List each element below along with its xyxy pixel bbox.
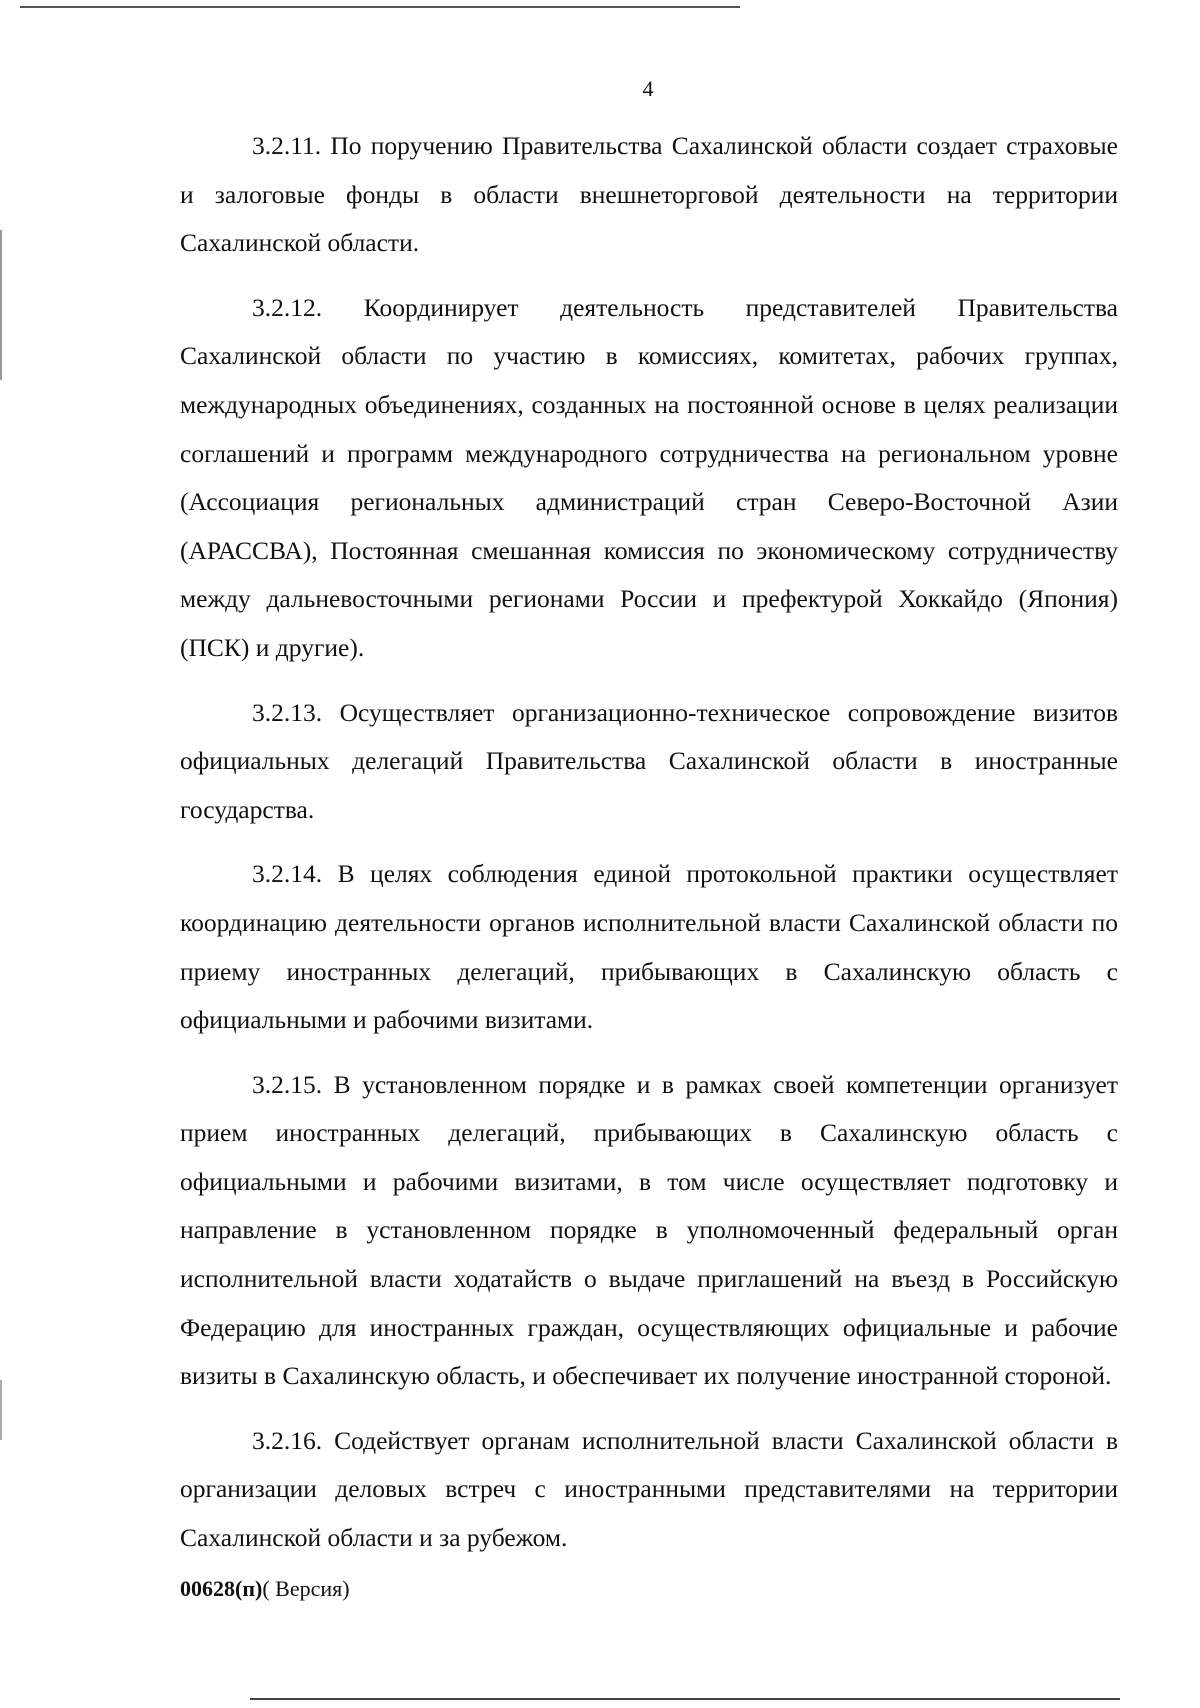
scan-border-bottom [250, 1698, 1120, 1700]
scan-edge-left [0, 230, 2, 380]
paragraph-3-2-12: 3.2.12. Координирует деятельность представителей Правительства Сахалинской области по участию в комиссиях, комитетах, рабочих группах, международных объединениях, созданных на постоянной основе в целях реализации соглашений и программ международного сотрудничества на региональном уровне (Ассоциация региональных администраций стран Северо-Восточной Азии (АРАССВА), Постоянная смешанная комиссия по экономическому сотрудничеству между дальневосточными регионами России и префектурой Хоккайдо (Япония) (ПСК) и другие). [180, 292, 1118, 662]
scan-edge-left-lower [0, 1380, 2, 1440]
document-code: 00628(п) [180, 1576, 263, 1601]
paragraph-3-2-15: 3.2.15. В установленном порядке и в рамках своей компетенции организует прием иностранных делегаций, прибывающих в Сахалинскую область с официальными и рабочими визитами, в том числе осуществляет подготовку и направление в установленном порядке в уполномоченный федеральный орган исполнительной власти ходатайств о выдаче приглашений на въезд в Российскую Федерацию для иностранных граждан, осуществляющих официальные и рабочие визиты в Сахалинскую область, и обеспечивает их получение иностранной стороной. [180, 1069, 1118, 1391]
paragraph-3-2-16: 3.2.16. Содействует органам исполнительной власти Сахалинской области в организации деловых встреч с иностранными представителями на территории Сахалинской области и за рубежом. [180, 1425, 1118, 1553]
paragraph-3-2-11: 3.2.11. По поручению Правительства Сахалинской области создает страховые и залоговые фонды в области внешнеторговой деятельности на территории Сахалинской области. [180, 131, 1118, 258]
paragraph-3-2-14: 3.2.14. В целях соблюдения единой протокольной практики осуществляет координацию деятельности органов исполнительной власти Сахалинской области по приему иностранных делегаций, прибывающих в Сахалинскую область с официальными и рабочими визитами. [180, 859, 1118, 1035]
document-footer [180, 1576, 350, 1602]
paragraph-3-2-13: 3.2.13. Осуществляет организационно-техническое сопровождение визитов официальных делегаций Правительства Сахалинской области в иностранные государства. [180, 697, 1118, 824]
document-body [180, 122, 1118, 1579]
scan-border-top [20, 6, 740, 8]
document-version: ( Версия) [262, 1576, 350, 1601]
page-number: 4 [642, 76, 654, 101]
